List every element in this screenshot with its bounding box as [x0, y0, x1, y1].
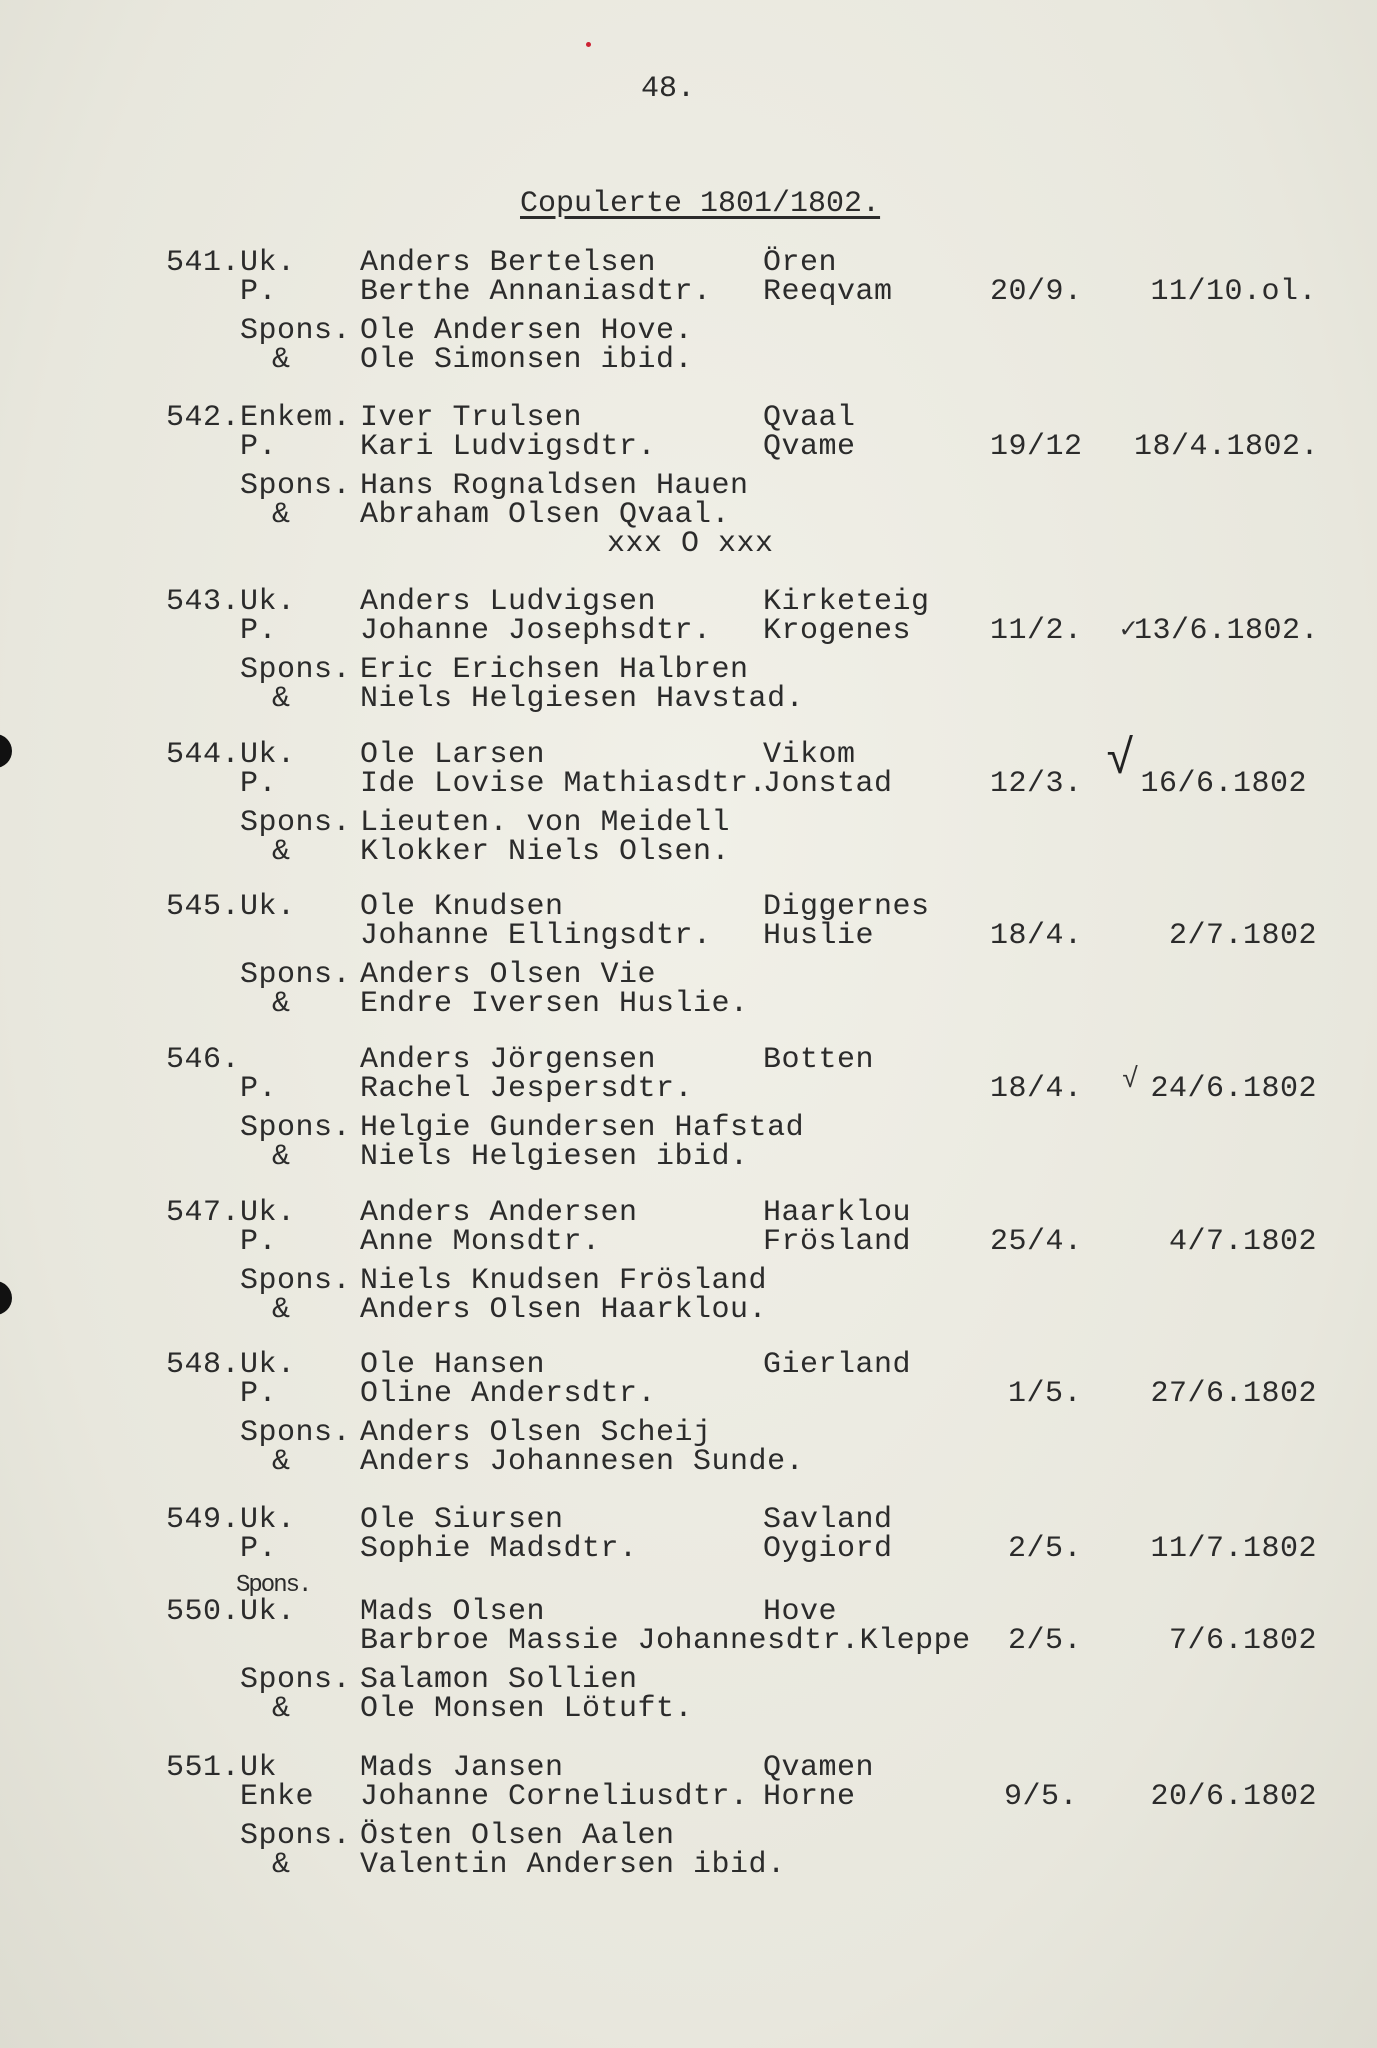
entry-number: 544. — [166, 738, 241, 772]
entry-label: Uk. — [240, 246, 296, 280]
entry-label: Uk. — [240, 585, 296, 619]
marriage-entry-551 — [0, 1753, 1377, 1903]
groom-name: Anders Jörgensen — [360, 1043, 657, 1077]
sponsor-name: Ole Monsen Lötuft. — [360, 1692, 694, 1726]
entry-label: P. — [240, 767, 278, 801]
groom-place: Ören — [763, 246, 838, 280]
groom-place: Savland — [763, 1503, 893, 1537]
bride-name: Johanne Ellingsdtr. — [360, 919, 712, 953]
struck-out-text: Spons. — [236, 1572, 311, 1599]
entry-label: & — [272, 498, 291, 532]
entry-label: Uk. — [240, 1196, 296, 1230]
entry-label: P. — [240, 1532, 278, 1566]
groom-name: Anders Ludvigsen — [360, 585, 657, 619]
sponsor-name: Eric Erichsen Halbren — [360, 653, 749, 687]
bride-place: Krogenes — [763, 614, 912, 648]
marriage-entry-550 — [0, 1597, 1377, 1747]
marriage-entry-547 — [0, 1198, 1377, 1348]
entry-label: Spons. — [240, 1264, 352, 1298]
sponsor-name: Lieuten. von Meidell — [360, 806, 731, 840]
entry-label: & — [272, 1445, 291, 1479]
bride-place: Huslie — [763, 919, 875, 953]
marriage-date: 24/6.1802 — [1150, 1072, 1317, 1106]
groom-name: Anders Bertelsen — [360, 246, 657, 280]
sponsor-name: Hans Rognaldsen Hauen — [360, 469, 749, 503]
sponsor-name: Östen Olsen Aalen — [360, 1819, 675, 1853]
proclamation-date: 1/5. — [1008, 1377, 1083, 1411]
entry-label: Uk — [240, 1751, 278, 1785]
bride-place: Reeqvam — [763, 275, 893, 309]
entry-number: 545. — [166, 890, 241, 924]
entry-label: Spons. — [240, 806, 352, 840]
groom-name: Anders Andersen — [360, 1196, 638, 1230]
sponsor-name: Valentin Andersen ibid. — [360, 1848, 786, 1882]
bride-name: Barbroe Massie Johannesdtr.Kleppe — [360, 1624, 971, 1658]
entry-label: & — [272, 1692, 291, 1726]
marriage-date: 11/7.1802 — [1150, 1532, 1317, 1566]
groom-name: Iver Trulsen — [360, 401, 583, 435]
entry-number: 543. — [166, 585, 241, 619]
sponsor-name: Niels Helgiesen ibid. — [360, 1140, 749, 1174]
bride-name: Ide Lovise Mathiasdtr. — [360, 767, 768, 801]
proclamation-date: 20/9. — [990, 275, 1083, 309]
groom-place: Vikom — [763, 738, 856, 772]
marriage-date: 13/6.1802. — [1133, 614, 1319, 648]
entry-label: Spons. — [240, 469, 352, 503]
entry-label: & — [272, 1848, 291, 1882]
entry-label: Spons. — [240, 1416, 352, 1450]
bride-place: Oygiord — [763, 1532, 893, 1566]
proclamation-date: 2/5. — [1008, 1532, 1083, 1566]
groom-place: Diggernes — [763, 890, 930, 924]
entry-label: P. — [240, 1377, 278, 1411]
sponsor-name: Abraham Olsen Qvaal. — [360, 498, 731, 532]
groom-name: Mads Olsen — [360, 1595, 546, 1629]
sponsor-name: Klokker Niels Olsen. — [360, 835, 731, 869]
marriage-date: 20/6.1802 — [1150, 1780, 1317, 1814]
marriage-date: 2/7.1802 — [1168, 919, 1317, 953]
entry-label: Spons. — [240, 1111, 352, 1145]
bride-place: Frösland — [763, 1225, 912, 1259]
entry-label: P. — [240, 275, 278, 309]
entry-label: & — [272, 1140, 291, 1174]
bride-name: Berthe Annaniasdtr. — [360, 275, 712, 309]
entry-number: 542. — [166, 401, 241, 435]
groom-name: Ole Siursen — [360, 1503, 564, 1537]
marriage-entry-542 — [0, 401, 1377, 561]
page-number: 48. — [641, 72, 696, 106]
marriage-entry-545 — [0, 892, 1377, 1042]
entry-label: Spons. — [240, 1819, 352, 1853]
sponsor-name: Ole Simonsen ibid. — [360, 343, 694, 377]
sponsor-name: Helgie Gundersen Hafstad — [360, 1111, 805, 1145]
proclamation-date: 25/4. — [990, 1225, 1083, 1259]
groom-place: Botten — [763, 1043, 875, 1077]
marriage-entry-541 — [0, 248, 1377, 398]
marriage-entry-544 — [0, 734, 1377, 890]
groom-place: Kirketeig — [763, 585, 930, 619]
entry-number: 547. — [166, 1196, 241, 1230]
sponsor-name: Endre Iversen Huslie. — [360, 987, 749, 1021]
checkmark-icon: √ — [1122, 1065, 1139, 1096]
groom-name: Mads Jansen — [360, 1751, 564, 1785]
bride-place: Horne — [763, 1780, 856, 1814]
entry-label: Spons. — [240, 653, 352, 687]
groom-place: Qvamen — [763, 1751, 875, 1785]
marriage-date: 16/6.1802 — [1140, 767, 1307, 801]
entry-label: Uk. — [240, 738, 296, 772]
sponsor-name: Ole Andersen Hove. — [360, 314, 694, 348]
entry-label: P. — [240, 1225, 278, 1259]
groom-name: Ole Knudsen — [360, 890, 564, 924]
entry-label: Enkem. — [240, 401, 352, 435]
sponsor-name: Anders Olsen Vie — [360, 958, 657, 992]
entry-label: Uk. — [240, 1595, 296, 1629]
bride-name: Sophie Madsdtr. — [360, 1532, 638, 1566]
proclamation-date: 9/5. — [1004, 1780, 1079, 1814]
proclamation-date: 18/4. — [990, 1072, 1083, 1106]
proclamation-date: 12/3. — [990, 767, 1083, 801]
marriage-date: 18/4.1802. — [1133, 430, 1319, 464]
entry-label: P. — [240, 1072, 278, 1106]
groom-name: Ole Larsen — [360, 738, 546, 772]
marriage-date: 27/6.1802 — [1150, 1377, 1317, 1411]
red-mark — [586, 42, 591, 47]
entry-number: 541. — [166, 246, 241, 280]
entry-number: 549. — [166, 1503, 241, 1537]
entry-label: P. — [240, 614, 278, 648]
marriage-date: 7/6.1802 — [1168, 1624, 1317, 1658]
groom-place: Hove — [763, 1595, 838, 1629]
sponsor-name: Niels Knudsen Frösland — [360, 1264, 768, 1298]
entry-label: & — [272, 682, 291, 716]
bride-name: Johanne Corneliusdtr. — [360, 1780, 749, 1814]
bride-name: Rachel Jespersdtr. — [360, 1072, 694, 1106]
bride-name: Anne Monsdtr. — [360, 1225, 601, 1259]
entry-label: & — [272, 835, 291, 869]
proclamation-date: 19/12 — [990, 430, 1083, 464]
proclamation-date: 18/4. — [990, 919, 1083, 953]
marriage-date: 4/7.1802 — [1168, 1225, 1317, 1259]
marriage-date: 11/10.ol. — [1150, 275, 1317, 309]
entry-label: & — [272, 343, 291, 377]
entry-label: P. — [240, 430, 278, 464]
entry-number: 546. — [166, 1043, 241, 1077]
groom-place: Qvaal — [763, 401, 856, 435]
marriage-entry-543 — [0, 587, 1377, 737]
proclamation-date: 11/2. — [990, 614, 1083, 648]
checkmark-icon: ✓ — [1120, 615, 1137, 646]
entry-label: & — [272, 1293, 291, 1327]
bride-name: Oline Andersdtr. — [360, 1377, 657, 1411]
sponsor-name: Salamon Sollien — [360, 1663, 638, 1697]
entry-label: Spons. — [240, 958, 352, 992]
entry-number: 550. — [166, 1595, 241, 1629]
separator-note: xxx O xxx — [607, 527, 774, 561]
proclamation-date: 2/5. — [1008, 1624, 1083, 1658]
bride-name: Johanne Josephsdtr. — [360, 614, 712, 648]
entry-label: Uk. — [240, 1503, 296, 1537]
entry-label: Uk. — [240, 1348, 296, 1382]
checkmark-icon: √ — [1106, 734, 1135, 788]
entry-label: Uk. — [240, 890, 296, 924]
groom-place: Gierland — [763, 1348, 912, 1382]
groom-place: Haarklou — [763, 1196, 912, 1230]
entry-label: & — [272, 987, 291, 1021]
bride-place: Qvame — [763, 430, 856, 464]
sponsor-name: Niels Helgiesen Havstad. — [360, 682, 805, 716]
entry-label: Spons. — [240, 1663, 352, 1697]
sponsor-name: Anders Johannesen Sunde. — [360, 1445, 805, 1479]
entry-label: Enke — [240, 1780, 315, 1814]
sponsor-name: Anders Olsen Scheij — [360, 1416, 712, 1450]
marriage-entry-548 — [0, 1350, 1377, 1500]
entry-number: 551. — [166, 1751, 241, 1785]
sponsor-name: Anders Olsen Haarklou. — [360, 1293, 768, 1327]
bride-name: Kari Ludvigsdtr. — [360, 430, 657, 464]
groom-name: Ole Hansen — [360, 1348, 546, 1382]
bride-place: Jonstad — [763, 767, 893, 801]
marriage-entry-546 — [0, 1045, 1377, 1195]
entry-number: 548. — [166, 1348, 241, 1382]
entry-label: Spons. — [240, 314, 352, 348]
page-title: Copulerte 1801/1802. — [520, 187, 881, 221]
